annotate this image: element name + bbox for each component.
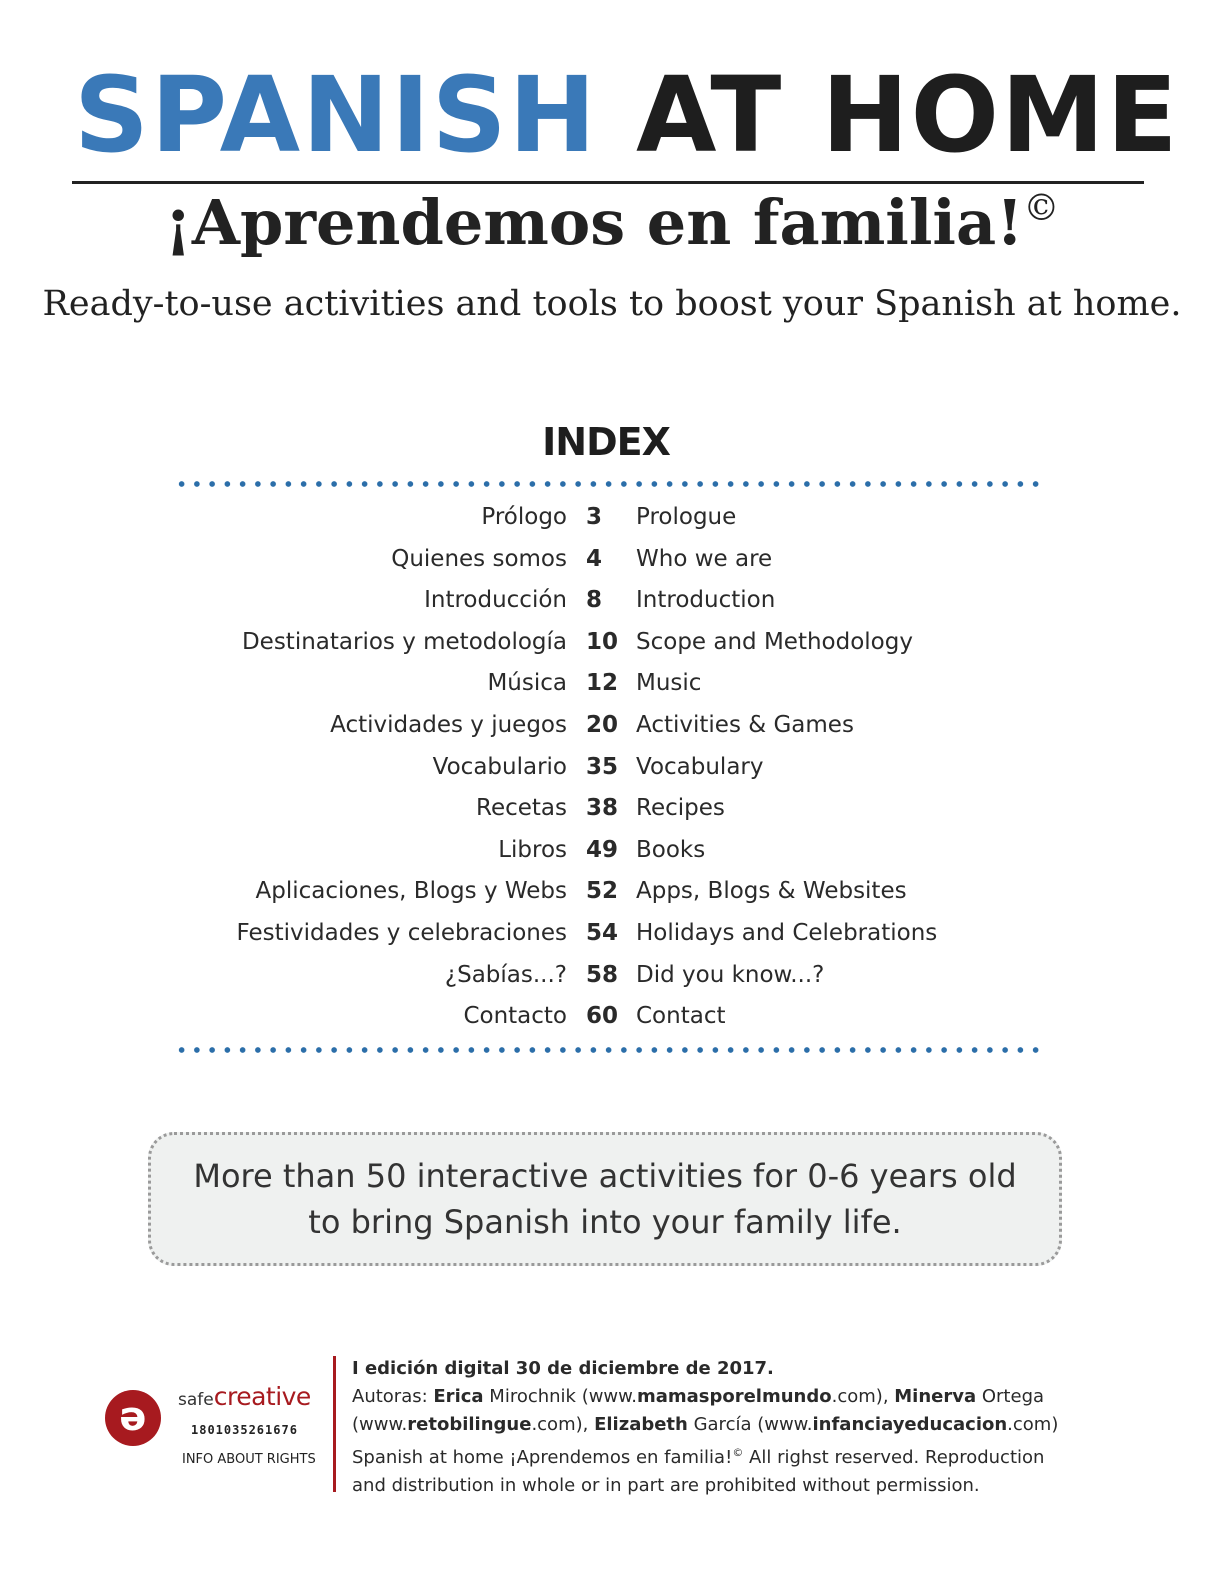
title-divider: [72, 181, 1144, 184]
subtitle-text: ¡Aprendemos en familia!: [164, 186, 1024, 259]
index-page-number: 3: [586, 504, 603, 530]
index-spanish-label: ¿Sabías...?: [444, 961, 567, 988]
authors-line-2: (www.retobilingue.com), Elizabeth García (www.infanciayeducacion.com): [352, 1414, 1059, 1435]
index-page-number: 52: [586, 878, 619, 905]
edition-line: I edición digital 30 de diciembre de 2017.: [352, 1358, 774, 1379]
schwa-icon: ə: [119, 1394, 147, 1440]
index-row[interactable]: [0, 497, 1224, 539]
index-page-number: 54: [586, 919, 619, 946]
author1-website-link[interactable]: mamasporelmundo: [636, 1386, 832, 1407]
index-spanish-label: Destinatarios y metodología: [241, 628, 567, 655]
index-page-number: 4: [586, 545, 603, 572]
index-heading: INDEX: [542, 420, 670, 464]
index-page-number: 20: [586, 711, 619, 738]
index-spanish-label: Aplicaciones, Blogs y Webs: [255, 878, 567, 905]
index-page-number: 58: [586, 961, 619, 988]
promo-line-2: to bring Spanish into your family life.: [308, 1203, 902, 1241]
index-row[interactable]: [0, 955, 1224, 997]
index-page-number: 60: [586, 1003, 619, 1030]
author2-website-link[interactable]: retobilingue: [407, 1414, 532, 1435]
credits-divider: [333, 1356, 336, 1492]
index-list: [0, 497, 1224, 1038]
credits: [352, 1355, 1132, 1500]
index-page-number: 8: [586, 587, 603, 614]
index-spanish-label: Vocabulario: [432, 753, 567, 780]
index-row[interactable]: [0, 539, 1224, 581]
safecreative-brand: safecreative: [178, 1382, 311, 1411]
index-english-label: Scope and Methodology: [636, 628, 913, 655]
title-spanish: SPANISH: [74, 54, 598, 176]
index-english-label: Vocabulary: [636, 753, 764, 780]
copyright-mark: ©: [1023, 188, 1060, 229]
index-page-number: 38: [586, 795, 619, 822]
index-english-label: Music: [636, 670, 702, 697]
index-spanish-label: Libros: [498, 836, 567, 863]
index-row[interactable]: [0, 788, 1224, 830]
index-spanish-label: Música: [487, 670, 567, 697]
index-page-number: 49: [586, 836, 619, 863]
index-row[interactable]: [0, 871, 1224, 913]
registration-code: 1801035261676: [191, 1423, 298, 1437]
rights-line-2: and distribution in whole or in part are prohibited without permission.: [352, 1475, 980, 1496]
index-row[interactable]: [0, 913, 1224, 955]
index-english-label: Recipes: [636, 795, 725, 822]
index-spanish-label: Quienes somos: [391, 545, 567, 572]
index-row[interactable]: [0, 663, 1224, 705]
index-row[interactable]: [0, 622, 1224, 664]
authors-line-1: Autoras: Erica Mirochnik (www.mamasporelmundo.com), Minerva Ortega: [352, 1386, 1045, 1407]
rights-line-1: Spanish at home ¡Aprendemos en familia!© All righst reserved. Reproduction: [352, 1446, 1045, 1468]
index-row[interactable]: [0, 996, 1224, 1038]
promo-box: [148, 1132, 1062, 1266]
main-title: [74, 50, 1180, 180]
index-spanish-label: Prólogo: [481, 504, 567, 530]
index-spanish-label: Festividades y celebraciones: [236, 919, 567, 946]
index-row[interactable]: [0, 747, 1224, 789]
index-spanish-label: Actividades y juegos: [330, 711, 567, 738]
index-row[interactable]: [0, 705, 1224, 747]
author3-website-link[interactable]: infanciayeducacion: [812, 1414, 1008, 1435]
index-english-label: Who we are: [636, 545, 773, 572]
index-english-label: Apps, Blogs & Websites: [636, 878, 907, 905]
index-page-number: 10: [586, 628, 619, 655]
tagline: Ready-to-use activities and tools to boost your Spanish at home.: [42, 284, 1182, 324]
index-spanish-label: Recetas: [476, 795, 567, 822]
index-english-label: Prologue: [636, 504, 737, 530]
index-english-label: Introduction: [636, 587, 776, 614]
index-english-label: Did you know...?: [636, 961, 825, 988]
title-at-home: AT HOME: [635, 54, 1180, 176]
index-english-label: Holidays and Celebrations: [636, 919, 938, 946]
info-about-rights-link[interactable]: INFO ABOUT RIGHTS: [182, 1452, 316, 1467]
index-page-number: 12: [586, 670, 619, 697]
dotted-divider-bottom: [174, 1047, 1040, 1053]
dotted-divider-top: [174, 481, 1040, 487]
safecreative-logo[interactable]: [105, 1390, 161, 1446]
index-english-label: Books: [636, 836, 706, 863]
promo-line-1: More than 50 interactive activities for 0-6 years old: [193, 1157, 1017, 1195]
index-english-label: Activities & Games: [636, 711, 854, 738]
index-english-label: Contact: [636, 1003, 726, 1030]
index-row[interactable]: [0, 580, 1224, 622]
index-spanish-label: Contacto: [463, 1003, 567, 1030]
index-row[interactable]: [0, 830, 1224, 872]
subtitle: [0, 186, 1224, 259]
index-spanish-label: Introducción: [424, 587, 567, 614]
index-page-number: 35: [586, 753, 619, 780]
